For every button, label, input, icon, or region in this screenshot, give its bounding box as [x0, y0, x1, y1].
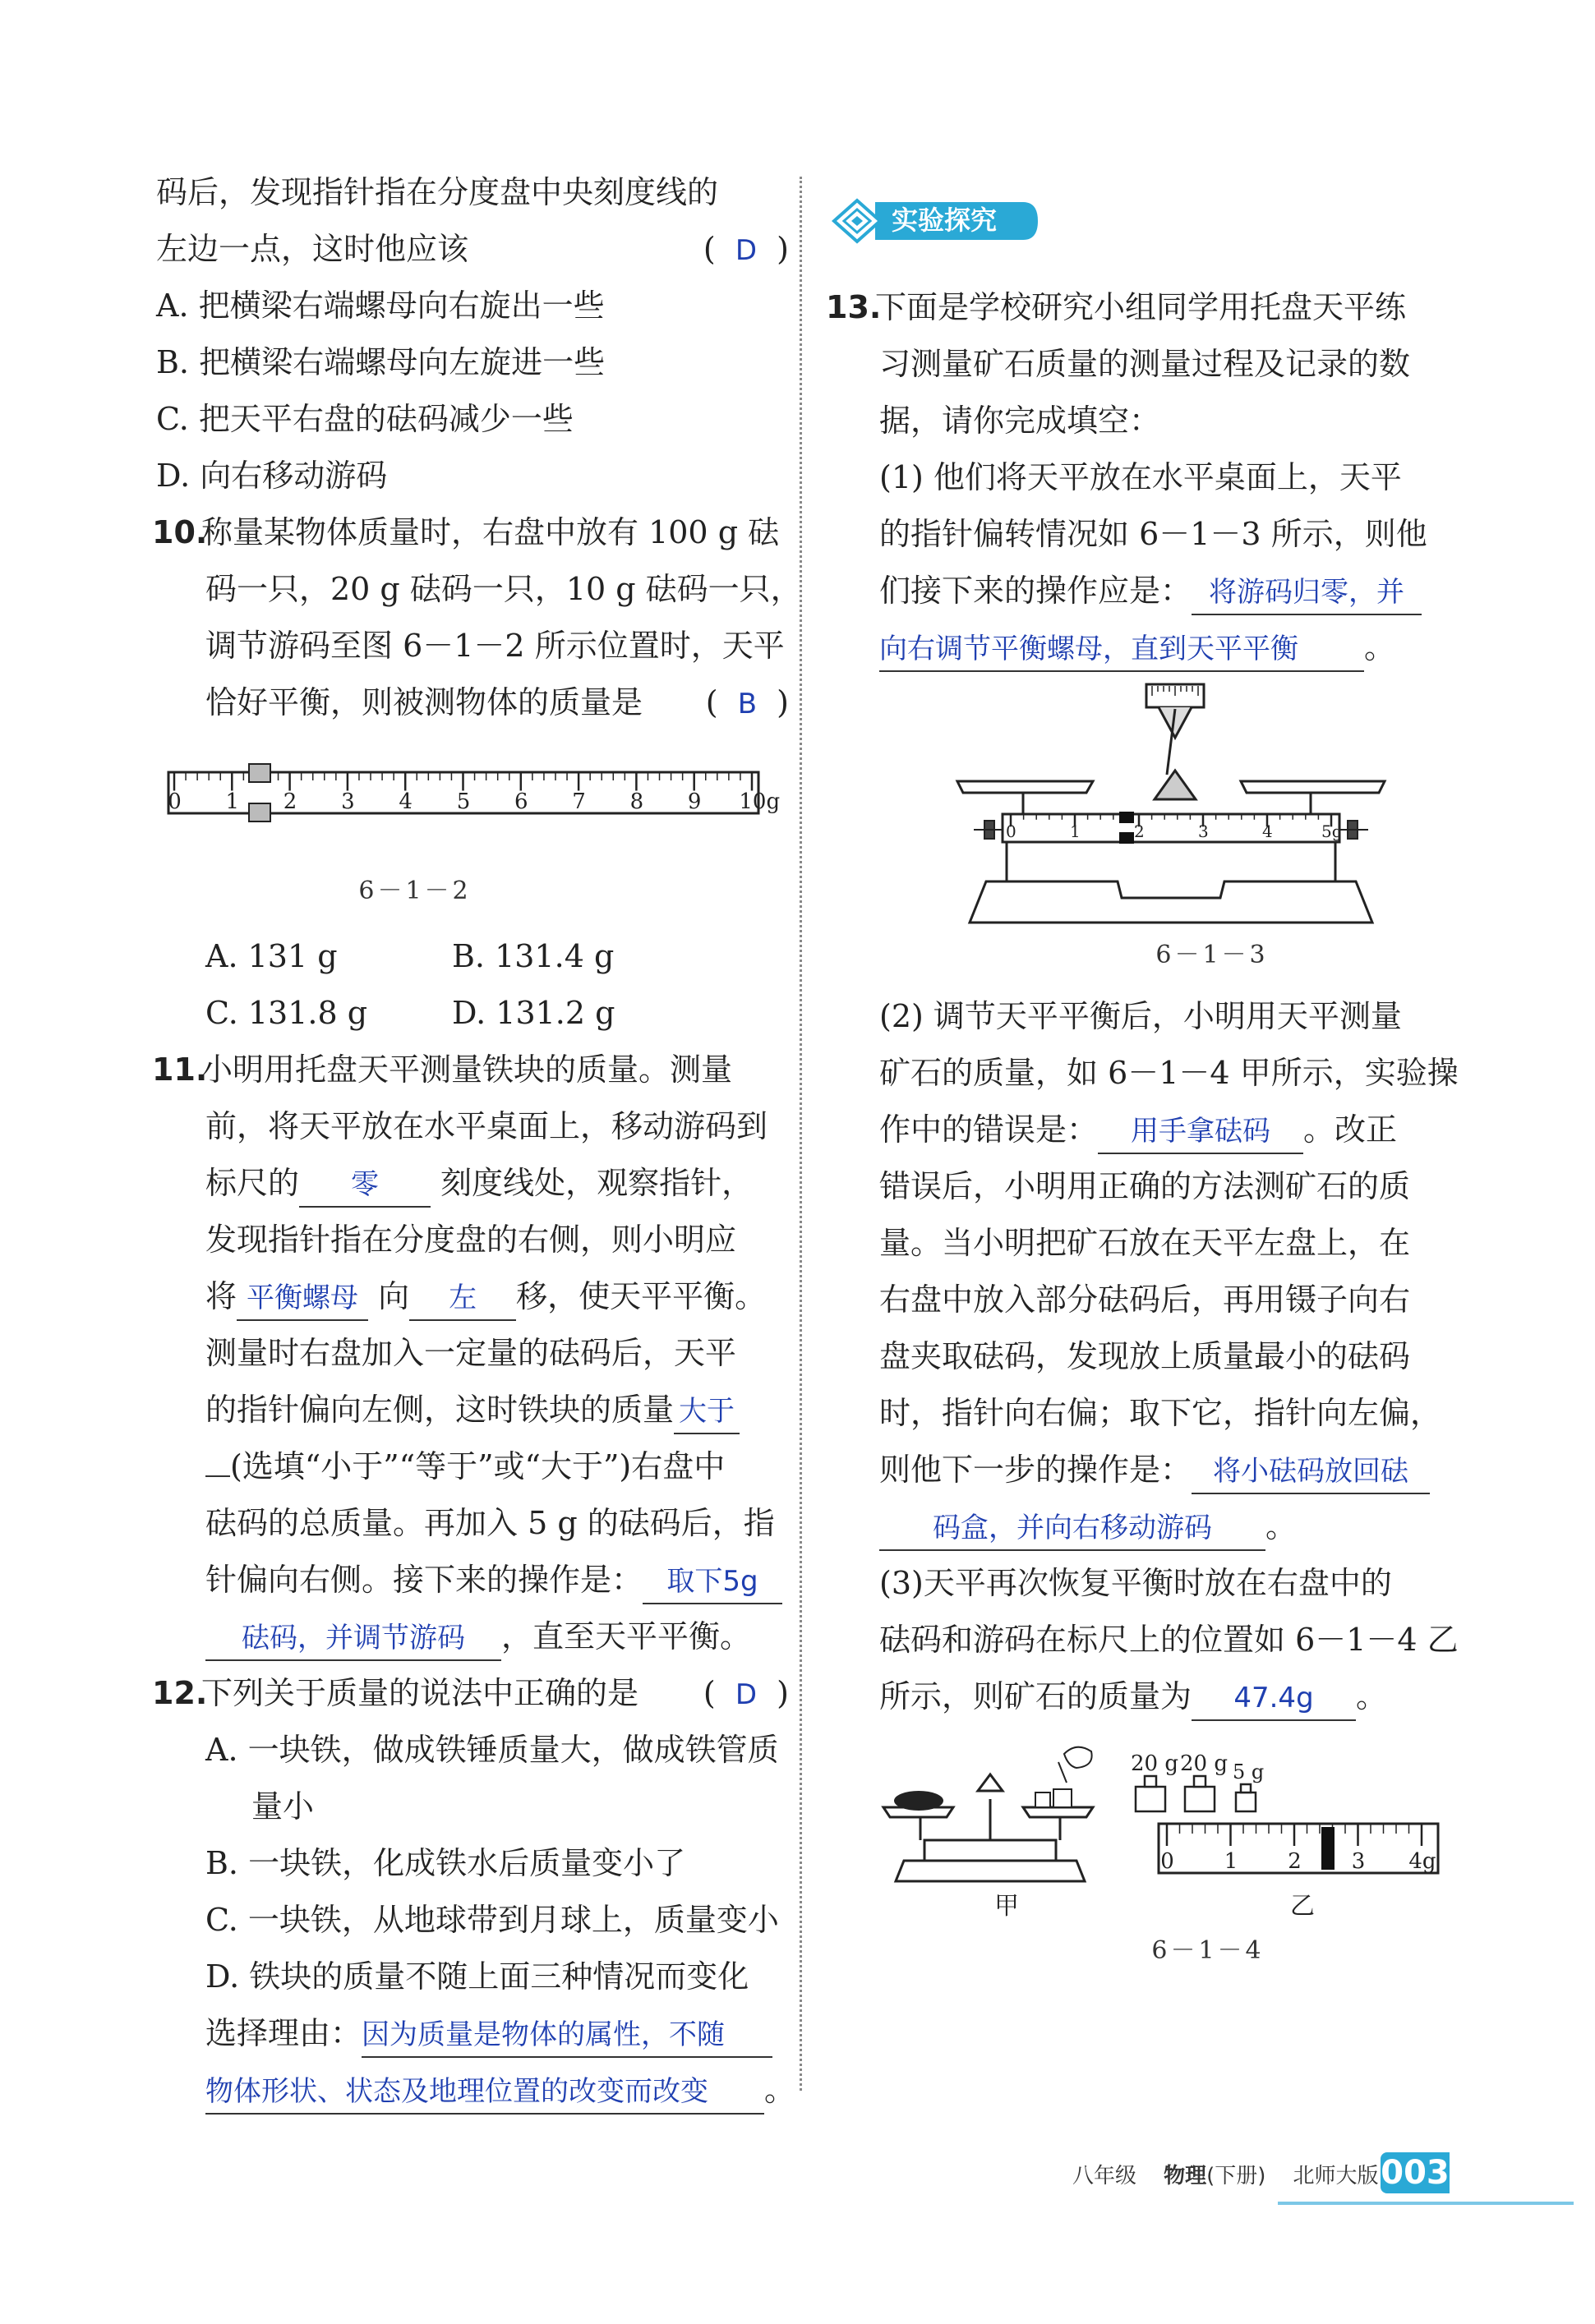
- q13-p3-ans: 47.4g: [1233, 1682, 1314, 1714]
- q13-p2-blank1: [1098, 1108, 1303, 1154]
- ruler-tick-label: 8: [629, 789, 644, 814]
- q13-p2-line7: 盘夹取砝码，发现放上质量最小的砝码: [879, 1338, 1411, 1374]
- footer-line: [1278, 2202, 1574, 2205]
- q11-l5c: 移，使天平平衡。: [516, 1278, 767, 1314]
- section-tag-icon: [834, 200, 880, 242]
- ruler-tick-label: 10g: [739, 789, 781, 814]
- q11-line1: [152, 1042, 789, 1098]
- q13-p2-l3a: 作中的错误是：: [879, 1111, 1099, 1148]
- q10-options-ab: [156, 928, 789, 985]
- q12-number: 12.: [152, 1675, 208, 1711]
- q13-p2-line4: 错误后，小明用正确的方法测矿石的质: [879, 1168, 1411, 1204]
- q11-line7: [156, 1382, 789, 1438]
- q13-p2-ans3: 码盒，并向右移动游码: [933, 1512, 1212, 1544]
- ruler-tick-label: 6: [514, 789, 528, 814]
- q11-ans5: 取下5g: [666, 1565, 758, 1598]
- weight-label-1: 20 g: [1131, 1751, 1178, 1776]
- q10-option-b: B. 131.4 g: [452, 938, 615, 974]
- ruler-tick-label: 3: [341, 789, 355, 814]
- q13-p1-line3: [830, 563, 1471, 619]
- q13-p2-line6: 右盘中放入部分砝码后，再用镊子向右: [879, 1282, 1411, 1318]
- ruler-tick-label: 2: [1134, 821, 1145, 841]
- q12-answer: D: [735, 1678, 758, 1711]
- q13-p1-blank1: [1192, 569, 1422, 615]
- q10-option-a: A. 131 g: [205, 938, 338, 974]
- q11-blank5: [643, 1558, 782, 1604]
- q13-line2: 习测量矿石质量的测量过程及记录的数: [879, 346, 1411, 382]
- ruler-tick-label: 2: [283, 789, 297, 814]
- q13-p2-l3b: 。改正: [1303, 1111, 1398, 1148]
- q13-p1-blank2: [879, 626, 1364, 672]
- q11-blank3: [409, 1275, 516, 1321]
- ruler-tick-label: 5: [456, 789, 471, 814]
- q9-line2: [156, 221, 789, 278]
- q9-answer-paren: ( D ): [703, 231, 789, 267]
- q11-line5: [156, 1268, 789, 1325]
- q11-l7a: 的指针偏向左侧，这时铁块的质量: [205, 1392, 675, 1428]
- right-column: [826, 279, 1471, 1972]
- q13-p2-end: 。: [1265, 1508, 1298, 1544]
- weight-20g-1: [1136, 1776, 1165, 1811]
- figure-6-1-2-caption: 6－1－2: [358, 877, 472, 905]
- q11-line11: [156, 1608, 789, 1665]
- slider-bottom: [249, 803, 270, 821]
- q13-p1-end: 。: [1364, 629, 1396, 665]
- q10-option-c: C. 131.8 g: [205, 995, 368, 1031]
- rider-top: [1119, 812, 1134, 823]
- q10-line3: 调节游码至图 6－1－2 所示位置时，天平: [205, 628, 785, 664]
- footer-volume: (下册): [1206, 2164, 1266, 2188]
- q12-line1: [152, 1665, 789, 1722]
- footer-subject: 物理: [1164, 2164, 1207, 2188]
- q11-line8: [156, 1438, 789, 1495]
- q12-option-d: D. 铁块的质量不随上面三种情况而变化: [205, 1958, 749, 1995]
- q12-option-a2: 量小: [251, 1788, 315, 1825]
- q11-ans4: 大于: [679, 1395, 735, 1428]
- q9-option-b: B. 把横梁右端螺母向左旋进一些: [156, 344, 606, 380]
- q10-number: 10.: [152, 514, 208, 550]
- q12-option-b: B. 一块铁，化成铁水后质量变小了: [205, 1845, 686, 1881]
- q9-line2-text: 左边一点，这时他应该: [156, 231, 469, 267]
- figure-6-1-3-caption: 6－1－3: [1155, 941, 1269, 969]
- q12-option-c: C. 一块铁，从地球带到月球上，质量变小: [205, 1902, 779, 1938]
- ruler-tick-label: 3: [1351, 1849, 1366, 1874]
- q11-line2: 前，将天平放在水平桌面上，移动游码到: [205, 1108, 768, 1144]
- q10-line1-text: 称量某物体质量时，右盘中放有 100 g 砝: [201, 514, 780, 550]
- q13-p2-ans2: 将小砝码放回砝: [1213, 1455, 1409, 1488]
- q13-p1-ans2: 向右调节平衡螺母，直到天平平衡: [879, 633, 1298, 665]
- fig-yi-rider: [1321, 1827, 1335, 1870]
- q11-l3a: 标尺的: [205, 1165, 300, 1201]
- ruler-tick-label: 4: [1262, 821, 1273, 841]
- figure-6-1-2: [156, 731, 789, 871]
- q9-line1: 码后，发现指针指在分度盘中央刻度线的: [156, 174, 719, 210]
- q10-line1: [152, 504, 789, 561]
- q11-line6: 测量时右盘加入一定量的砝码后，天平: [205, 1335, 737, 1371]
- q10-line4-text: 恰好平衡，则被测物体的质量是: [205, 684, 643, 720]
- ore-rock: [894, 1791, 943, 1811]
- q13-p3-end: 。: [1356, 1678, 1388, 1714]
- q11-line9: 砝码的总质量。再加入 5 g 的砝码后，指: [205, 1505, 775, 1541]
- hand-weights: [1035, 1747, 1092, 1807]
- q13-p3-line1: (3)天平再次恢复平衡时放在右盘中的: [879, 1565, 1392, 1601]
- q11-line10: [156, 1552, 789, 1608]
- q11-l3b: 刻度线处，观察指针，: [440, 1165, 754, 1201]
- q13-p2-line5: 量。当小明把矿石放在天平左盘上，在: [879, 1225, 1411, 1261]
- q11-line3: [156, 1155, 789, 1212]
- figure-6-1-3: [830, 676, 1471, 939]
- q13-p3-l3a: 所示，则矿石的质量为: [879, 1678, 1192, 1714]
- q11-blank6: [205, 1615, 501, 1661]
- q11-l1: 小明用托盘天平测量铁块的质量。测量: [201, 1052, 733, 1088]
- q13-p2-l9a: 则他下一步的操作是：: [879, 1452, 1192, 1488]
- q11-number: 11.: [152, 1052, 208, 1088]
- q13-p1-ans1: 将游码归零，并: [1209, 576, 1405, 609]
- q13-p3-line2: 砝码和游码在标尺上的位置如 6－1－4 乙: [879, 1622, 1459, 1658]
- left-column: [152, 164, 802, 2119]
- weight-5g: [1236, 1784, 1256, 1811]
- q9-option-c: C. 把天平右盘的砝码减少一些: [156, 401, 574, 437]
- q11-line4: 发现指针指在分度盘的右侧，则小明应: [205, 1222, 737, 1258]
- q13-p2-ans1: 用手拿砝码: [1131, 1115, 1271, 1148]
- ruler-tick-label: 1: [1070, 821, 1081, 841]
- ruler-tick-label: 4: [399, 789, 413, 814]
- q10-line4: [156, 674, 789, 731]
- column-divider: [800, 177, 802, 2091]
- q13-p2-line1: (2) 调节天平平衡后，小明用天平测量: [879, 998, 1402, 1034]
- figure-6-1-4-caption: 6－1－4: [1151, 1936, 1265, 1965]
- slider-top: [249, 764, 270, 782]
- q11-l8: (选填“小于”“等于”或“大于”)右盘中: [230, 1448, 726, 1484]
- footer-edition: 北师大版: [1293, 2164, 1379, 2188]
- q11-ans3: 左: [449, 1282, 477, 1314]
- q10-option-d: D. 131.2 g: [452, 995, 615, 1031]
- weight-label-2: 20 g: [1180, 1751, 1228, 1776]
- q10-line2: 码一只，20 g 砝码一只，10 g 砝码一只，: [205, 571, 802, 607]
- rider-bottom: [1119, 832, 1134, 844]
- ruler-tick-label: 0: [1160, 1849, 1174, 1874]
- q11-blank2: [237, 1275, 368, 1321]
- figure-6-1-4: [830, 1742, 1471, 1931]
- balance-base: [970, 840, 1372, 923]
- q9-answer: D: [735, 234, 758, 267]
- q10-options-cd: [156, 985, 789, 1042]
- q12-reason-line2: [156, 2062, 796, 2119]
- balance-pointer-scale: [1146, 684, 1204, 799]
- ruler-tick-label: 1: [1224, 1849, 1238, 1874]
- q13-p2-line9: [830, 1442, 1471, 1498]
- q10-answer: B: [737, 688, 758, 720]
- q12-stem: 下列关于质量的说法中正确的是: [201, 1675, 639, 1711]
- q13-p1-line4: [830, 619, 1471, 676]
- ruler-tick-label: 4g: [1408, 1849, 1436, 1874]
- q12-reason-label: 选择理由：: [205, 2015, 362, 2051]
- q12-reason-blank2: [205, 2069, 764, 2115]
- q13-p2-line2: 矿石的质量，如 6－1－4 甲所示，实验操: [879, 1055, 1459, 1091]
- q12-reason-end: 。: [764, 2072, 796, 2108]
- page-number: 003: [1381, 2154, 1450, 2192]
- q11-blank1: [299, 1162, 431, 1208]
- q13-p2-blank2: [1192, 1448, 1430, 1494]
- q12-reason-ans2: 物体形状、状态及地理位置的改变而改变: [205, 2075, 708, 2108]
- q13-p2-blank3: [879, 1505, 1265, 1551]
- ruler-tick-label: 0: [168, 789, 182, 814]
- ruler-tick-label: 9: [687, 789, 702, 814]
- q13-p2-line10: [830, 1498, 1471, 1555]
- q9-option-a: A. 把横梁右端螺母向右旋出一些: [156, 288, 605, 324]
- q13-p1-line1: (1) 他们将天平放在水平桌面上，天平: [879, 459, 1402, 495]
- q11-l10a: 针偏向右侧。接下来的操作是：: [205, 1562, 643, 1598]
- q11-blank4-tail: [205, 1475, 230, 1477]
- balance-figure-613: [830, 676, 1471, 939]
- q13-p1-line2: 的指针偏转情况如 6－1－3 所示，则他: [879, 516, 1427, 552]
- balance-ruler: [1003, 814, 1339, 842]
- q11-ans6: 砝码，并调节游码: [242, 1622, 465, 1654]
- page-footer: [1072, 2159, 1378, 2189]
- q11-l11b: ，直至天平平衡。: [501, 1618, 752, 1654]
- q13-p2-line3: [830, 1102, 1471, 1158]
- q12-answer-paren: ( D ): [703, 1675, 789, 1711]
- q12-reason-blank1: [362, 2012, 772, 2058]
- q13-line3: 据，请你完成填空：: [879, 403, 1161, 439]
- q13-number: 13.: [826, 289, 882, 325]
- q11-l5a: 将: [205, 1278, 237, 1314]
- q12-reason-ans1: 因为质量是物体的属性，不随: [362, 2018, 726, 2051]
- balance-figure-614: [830, 1742, 1471, 1931]
- q11-l5b: 向: [378, 1278, 410, 1314]
- ruler-tick-label: 5g: [1321, 821, 1343, 841]
- section-tag-label: 实验探究: [892, 205, 998, 236]
- q13-p2-line8: 时，指针向右偏；取下它，指针向左偏，: [879, 1395, 1442, 1431]
- footer-grade: 八年级: [1072, 2164, 1137, 2188]
- weight-label-3: 5 g: [1233, 1760, 1265, 1783]
- q12-reason-line1: [156, 2005, 789, 2062]
- q13-p3-blank: [1192, 1675, 1356, 1721]
- ruler-figure: [156, 731, 789, 871]
- ruler-tick-label: 1: [225, 789, 240, 814]
- q13-line1: [826, 279, 1471, 336]
- fig-yi-label: 乙: [1290, 1892, 1315, 1921]
- q11-ans1: 零: [351, 1168, 380, 1201]
- ruler-tick-label: 0: [1006, 821, 1016, 841]
- q10-answer-paren: ( B ): [705, 684, 789, 720]
- q13-l1: 下面是学校研究小组同学用托盘天平练: [875, 289, 1407, 325]
- ruler-tick-label: 2: [1288, 1849, 1302, 1874]
- q9-option-d: D. 向右移动游码: [156, 458, 388, 494]
- q13-p1-l3a: 们接下来的操作应是：: [879, 573, 1192, 609]
- ruler-tick-label: 3: [1198, 821, 1209, 841]
- q11-ans2: 平衡螺母: [247, 1282, 359, 1314]
- q13-p3-line3: [830, 1668, 1471, 1725]
- ruler-tick-label: 7: [572, 789, 586, 814]
- q11-blank4: [674, 1388, 740, 1434]
- fig-jia-label: 甲: [994, 1892, 1019, 1921]
- weight-20g-2: [1185, 1776, 1215, 1811]
- q12-option-a1: A. 一块铁，做成铁锤质量大，做成铁管质: [205, 1732, 779, 1768]
